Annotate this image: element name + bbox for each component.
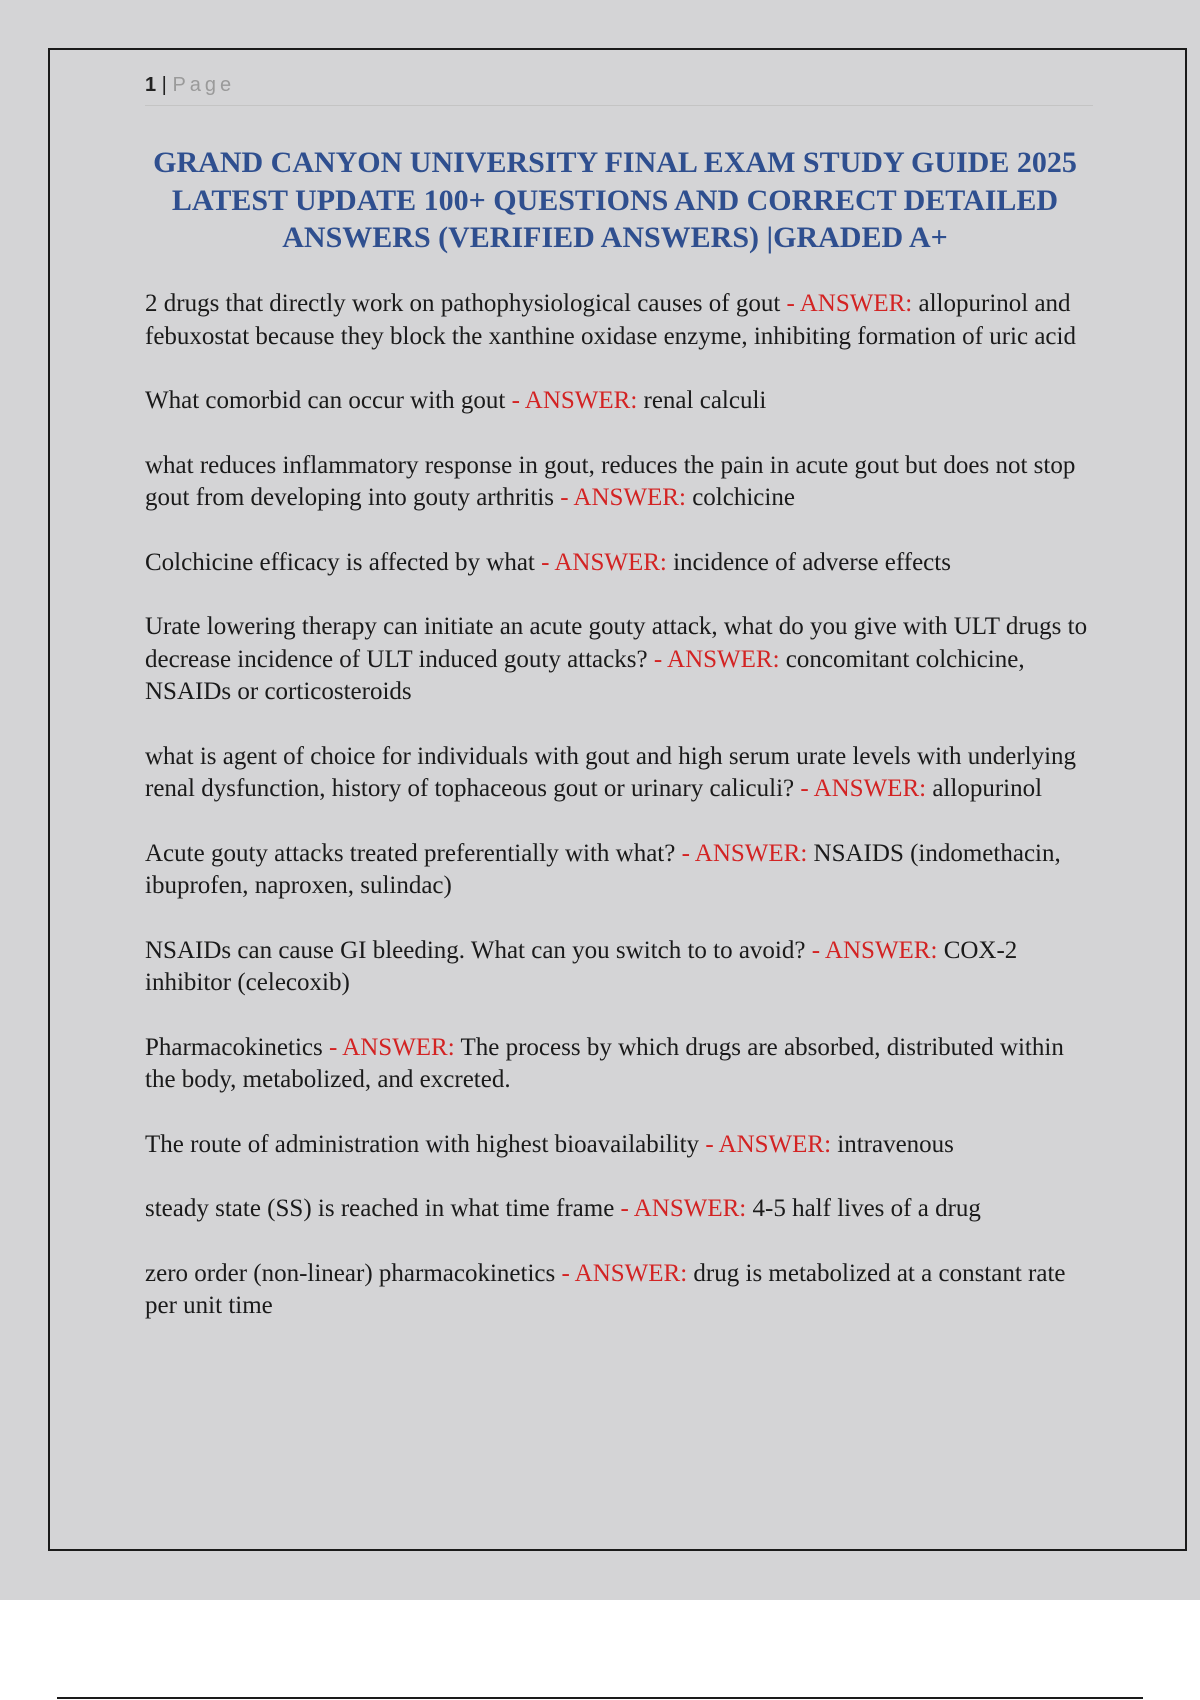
question-text: Colchicine efficacy is affected by what — [145, 548, 535, 576]
answer-text: allopurinol — [932, 775, 1043, 802]
answer-text: NSAIDS (indomethacin, ibuprofen, naproxen, sulindac) — [145, 839, 1061, 899]
qa-item — [145, 1129, 1095, 1162]
answer-marker: - ANSWER: — [805, 936, 944, 964]
qa-item — [145, 838, 1095, 903]
answer-text: colchicine — [692, 484, 795, 511]
next-page-top-border — [57, 1697, 1143, 1699]
answer-marker: - ANSWER: — [534, 548, 674, 576]
qa-item — [145, 385, 1095, 418]
question-text: NSAIDs can cause GI bleeding. What can you switch to to avoid? — [145, 936, 806, 964]
qa-item — [145, 935, 1095, 1000]
document-title: GRAND CANYON UNIVERSITY FINAL EXAM STUDY GUIDE 2025 LATEST UPDATE 100+ QUESTIONS AND CORRECT DETAILED ANSWERS (VERIFIED ANSWERS) |GRADED A+ — [153, 146, 1077, 254]
answer-text: COX-2 inhibitor (celecoxib) — [145, 936, 1018, 996]
answer-marker: - ANSWER: — [780, 290, 919, 317]
question-text: what is agent of choice for individuals with gout and high serum urate levels with underlying renal dysfunction, history of tophaceous gout or urinary caliculi? — [145, 742, 1077, 802]
answer-marker: - ANSWER: — [794, 775, 933, 802]
answer-marker: - ANSWER: — [322, 1033, 461, 1061]
qa-item — [145, 1193, 1095, 1226]
qa-list — [145, 288, 1095, 1355]
question-text: zero order (non-linear) pharmacokinetics — [145, 1259, 556, 1287]
qa-item — [145, 741, 1095, 806]
answer-marker: - ANSWER: — [553, 484, 693, 511]
answer-marker: - ANSWER: — [699, 1130, 838, 1158]
answer-marker: - ANSWER: — [505, 387, 644, 414]
answer-marker: - ANSWER: — [647, 645, 786, 673]
qa-item — [145, 547, 1095, 580]
answer-marker: - ANSWER: — [614, 1195, 753, 1222]
answer-text: The process by which drugs are absorbed, distributed within the body, metabolized, and excreted. — [145, 1033, 1064, 1093]
answer-marker: - ANSWER: — [675, 839, 814, 867]
question-text: what reduces inflammatory response in gout, reduces the pain in acute gout but does not stop gout from developing into gouty arthritis — [145, 451, 1076, 511]
answer-text: incidence of adverse effects — [673, 548, 951, 576]
qa-item — [145, 450, 1095, 515]
header-divider — [145, 105, 1093, 106]
answer-text: 4-5 half lives of a drug — [752, 1195, 981, 1222]
question-text: Pharmacokinetics — [145, 1033, 323, 1061]
page-label: Page — [172, 74, 236, 96]
qa-item — [145, 611, 1095, 709]
answer-text: allopurinol and febuxostat because they block the xanthine oxidase enzyme, inhibiting formation of uric acid — [145, 290, 1076, 350]
question-text: Acute gouty attacks treated preferentially with what? — [145, 839, 676, 867]
qa-item — [145, 288, 1095, 353]
answer-text: intravenous — [837, 1130, 954, 1158]
qa-item — [145, 1258, 1095, 1323]
answer-text: renal calculi — [643, 387, 767, 414]
qa-item — [145, 1032, 1095, 1097]
page-number: 1 — [145, 74, 157, 96]
question-text: Urate lowering therapy can initiate an acute gouty attack, what do you give with ULT drugs to decrease incidence of ULT induced gouty attacks? — [145, 613, 1088, 673]
question-text: 2 drugs that directly work on pathophysiological causes of gout — [145, 290, 781, 317]
answer-marker: - ANSWER: — [555, 1259, 694, 1287]
question-text: steady state (SS) is reached in what time frame — [145, 1195, 615, 1222]
page-separator: | — [156, 74, 173, 96]
question-text: What comorbid can occur with gout — [145, 387, 506, 414]
question-text: The route of administration with highest bioavailability — [145, 1130, 700, 1158]
answer-text: concomitant colchicine, NSAIDs or corticosteroids — [145, 645, 1025, 705]
page-header — [145, 74, 235, 97]
answer-text: drug is metabolized at a constant rate per unit time — [145, 1259, 1066, 1319]
